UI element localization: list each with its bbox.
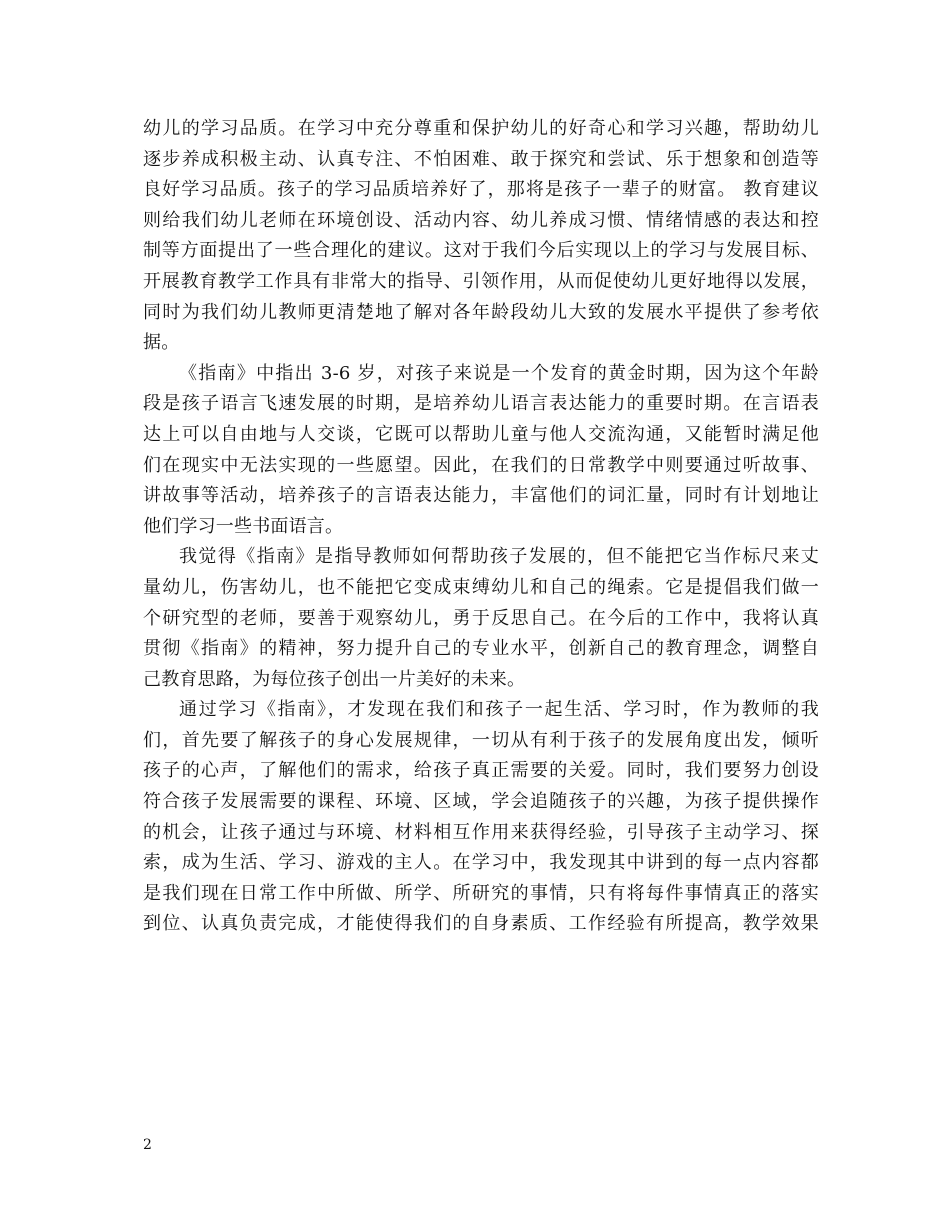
text-line: 段是孩子语言飞速发展的时期，是培养幼儿语言表达能力的重要时期。在言语表 (143, 393, 819, 415)
text-line: 量幼儿，伤害幼儿，也不能把它变成束缚幼儿和自己的绳索。它是提倡我们做一 (143, 576, 819, 598)
text-line: 个研究型的老师，要善于观察幼儿，勇于反思自己。在今后的工作中，我将认真 (143, 607, 819, 629)
text-line: 通过学习《指南》，才发现在我们和孩子一起生活、学习时，作为教师的我 (179, 699, 819, 721)
text-line: 《指南》中指出 3-6 岁，对孩子来说是一个发育的黄金时期，因为这个年龄 (179, 362, 819, 384)
text-line: 良好学习品质。孩子的学习品质培养好了，那将是孩子一辈子的财富。 教育建议 (143, 179, 819, 201)
text-line: 索，成为生活、学习、游戏的主人。在学习中，我发现其中讲到的每一点内容都 (143, 852, 819, 874)
text-line: 们在现实中无法实现的一些愿望。因此，在我们的日常教学中则要通过听故事、 (143, 454, 819, 476)
text-line: 则给我们幼儿老师在环境创设、活动内容、幼儿养成习惯、情绪情感的表达和控 (143, 209, 819, 231)
text-line: 他们学习一些书面语言。 (143, 515, 344, 537)
text-line: 达上可以自由地与人交谈，它既可以帮助儿童与他人交流沟通，又能暂时满足他 (143, 423, 819, 445)
text-line: 符合孩子发展需要的课程、环境、区域，学会追随孩子的兴趣，为孩子提供操作 (143, 791, 819, 813)
text-line: 贯彻《指南》的精神，努力提升自己的专业水平，创新自己的教育理念，调整自 (143, 638, 819, 660)
text-line: 己教育思路，为每位孩子创出一片美好的未来。 (143, 668, 526, 690)
text-line: 幼儿的学习品质。在学习中充分尊重和保护幼儿的好奇心和学习兴趣，帮助幼儿 (143, 118, 819, 139)
text-line: 讲故事等活动，培养孩子的言语表达能力，丰富他们的词汇量，同时有计划地让 (143, 485, 819, 507)
text-line: 我觉得《指南》是指导教师如何帮助孩子发展的，但不能把它当作标尺来丈 (179, 546, 819, 568)
text-line: 据。 (143, 332, 180, 354)
page-number: 2 (143, 1137, 152, 1153)
text-line: 同时为我们幼儿教师更清楚地了解对各年龄段幼儿大致的发展水平提供了参考依 (143, 301, 819, 323)
text-line: 的机会，让孩子通过与环境、材料相互作用来获得经验，引导孩子主动学习、探 (143, 821, 819, 843)
text-line: 是我们现在日常工作中所做、所学、所研究的事情，只有将每件事情真正的落实 (143, 882, 819, 904)
document-body (143, 114, 819, 940)
text-line: 开展教育教学工作具有非常大的指导、引领作用，从而促使幼儿更好地得以发展， (143, 270, 819, 292)
text-line: 孩子的心声，了解他们的需求，给孩子真正需要的关爱。同时，我们要努力创设 (143, 760, 819, 782)
text-line: 制等方面提出了一些合理化的建议。这对于我们今后实现以上的学习与发展目标、 (143, 240, 819, 262)
text-line: 逐步养成积极主动、认真专注、不怕困难、敢于探究和尝试、乐于想象和创造等 (143, 148, 819, 170)
text-line: 到位、认真负责完成，才能使得我们的自身素质、工作经验有所提高，教学效果 (143, 913, 819, 935)
text-line: 们，首先要了解孩子的身心发展规律，一切从有利于孩子的发展角度出发，倾听 (143, 729, 819, 751)
